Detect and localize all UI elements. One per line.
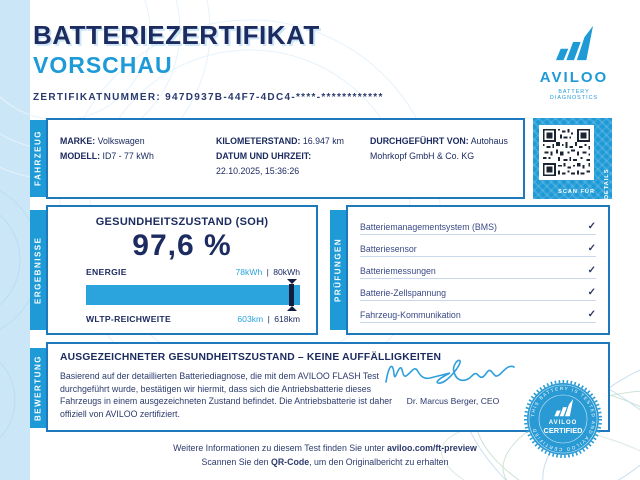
tab-bewertung: [30, 348, 46, 428]
qr-code-block: [533, 118, 612, 199]
checkmark-icon: ✓: [587, 287, 596, 298]
footer-link[interactable]: aviloo.com/ft-preview: [386, 443, 477, 453]
tab-pruefungen: [330, 210, 346, 330]
value-separator: |: [267, 314, 270, 324]
modell-label: MODELL:: [60, 151, 101, 161]
marke-label: MARKE:: [60, 136, 96, 146]
aviloo-logo: [534, 24, 614, 101]
footer-line-2: [70, 455, 580, 469]
marker-triangle-up-icon: [287, 306, 297, 311]
soh-meter: [86, 267, 300, 324]
tab-fahrzeug: [30, 120, 46, 197]
footer-scan-suffix: , um den Originalbericht zu erhalten: [309, 457, 449, 467]
header: [33, 22, 320, 77]
check-label: Batteriemanagementsystem (BMS): [360, 222, 497, 232]
aviloo-certified-badge: [522, 378, 604, 460]
soh-marker-group: [287, 279, 297, 311]
vehicle-info-panel: [46, 118, 525, 199]
check-row: [360, 257, 596, 279]
marke-row: [60, 134, 210, 149]
checkmark-icon: ✓: [587, 265, 596, 276]
modell-value: ID7 - 77 kWh: [102, 151, 154, 161]
badge-ring-text: THIS BATTERY IS TESTED AND AVILOO CERTIFIED: [530, 385, 597, 453]
marke-value: Volkswagen: [97, 136, 145, 146]
tab-fahrzeug-label: FAHRZEUG: [33, 130, 43, 187]
soh-title: GESUNDHEITSZUSTAND (SOH): [95, 216, 269, 228]
checkmark-icon: ✓: [587, 221, 596, 232]
check-label: Batteriemessungen: [360, 266, 436, 276]
tab-pruefungen-label: PRÜFUNGEN: [333, 237, 343, 303]
wltp-values: [237, 314, 300, 324]
datum-value-row: [216, 164, 366, 179]
certificate-number-value: 947D937B-44F7-4DC4-****-************: [165, 92, 384, 103]
footer: [70, 441, 580, 469]
value-separator: |: [266, 267, 269, 277]
check-label: Batteriesensor: [360, 244, 417, 254]
soh-marker: [289, 284, 294, 306]
check-label: Batterie-Zellspannung: [360, 288, 447, 298]
qr-scan-text: SCAN FÜR: [558, 189, 595, 195]
vehicle-col-3: [370, 134, 515, 164]
badge-brand: AVILOO: [548, 420, 578, 426]
check-row: [360, 213, 596, 235]
certificate-number-label: ZERTIFIKATNUMMER:: [33, 92, 162, 103]
tab-ergebnisse: [30, 210, 46, 330]
kilometerstand-label: KILOMETERSTAND:: [216, 136, 301, 146]
wltp-total: 618km: [274, 314, 300, 324]
energie-row: [86, 267, 300, 277]
signature-title: Dr. Marcus Berger, CEO: [406, 396, 500, 406]
energie-total: 80kWh: [273, 267, 300, 277]
aviloo-wordmark: AVILOO: [539, 69, 609, 86]
durchgefuehrt-label: DURCHGEFÜHRT VON:: [370, 136, 469, 146]
durchgefuehrt-value: Autohaus Mohrkopf GmbH & Co. KG: [370, 136, 508, 161]
check-row: [360, 301, 596, 323]
energie-label: ENERGIE: [86, 267, 127, 277]
checklist: [360, 213, 596, 323]
signature: [378, 352, 528, 392]
checkmark-icon: ✓: [587, 309, 596, 320]
check-row: [360, 279, 596, 301]
soh-bar: [86, 279, 300, 311]
energie-current: 78kWh: [235, 267, 263, 277]
soh-results-panel: [46, 205, 318, 335]
page-title: BATTERIEZERTIFIKAT: [33, 20, 320, 50]
tab-bewertung-label: BEWERTUNG: [33, 355, 43, 421]
wltp-row: [86, 314, 300, 324]
soh-bar-fill: [86, 285, 300, 305]
footer-scan-prefix: Scannen Sie den: [201, 457, 271, 467]
check-row: [360, 235, 596, 257]
vehicle-col-2: [216, 134, 366, 179]
footer-scan-bold: QR-Code: [270, 457, 310, 467]
vehicle-col-1: [60, 134, 210, 164]
qr-code-icon: [539, 125, 594, 180]
qr-details-text: DETAILS: [604, 168, 610, 199]
qr-code: [539, 125, 594, 180]
modell-row: [60, 149, 210, 164]
checks-panel: [346, 205, 610, 335]
footer-info-text: Weitere Informationen zu diesem Test finden Sie unter: [173, 443, 387, 453]
datum-row: [216, 149, 366, 164]
certificate-number-line: [33, 92, 384, 103]
wltp-label: WLTP-REICHWEITE: [86, 314, 172, 324]
energie-values: [235, 267, 300, 277]
footer-line-1: [70, 441, 580, 455]
badge-label: CERTIFIED: [543, 426, 583, 435]
evaluation-heading: AUSGEZEICHNETER GESUNDHEITSZUSTAND – KEINE AUFFÄLLIGKEITEN: [60, 352, 442, 363]
aviloo-tagline: BATTERY DIAGNOSTICS: [549, 89, 599, 101]
datum-value: 22.10.2025, 15:36:26: [216, 166, 300, 176]
kilometerstand-row: [216, 134, 366, 149]
aviloo-triangle-icon: [552, 24, 596, 62]
datum-label: DATUM UND UHRZEIT:: [216, 151, 312, 161]
kilometerstand-value: 16.947 km: [302, 136, 344, 146]
soh-value: 97,6 %: [132, 229, 232, 262]
wltp-current: 603km: [237, 314, 264, 324]
checkmark-icon: ✓: [587, 243, 596, 254]
check-label: Fahrzeug-Kommunikation: [360, 310, 461, 320]
page-subtitle: VORSCHAU: [33, 52, 173, 78]
left-decor-strip: [0, 0, 30, 480]
durchgefuehrt-row: [370, 134, 515, 164]
evaluation-body: Basierend auf der detaillierten Batteriediagnose, die mit dem AVILOO FLASH Test durchgeführt wurde, bestätigen wir hiermit, dass sich die Antriebsbatterie dieses Fahrzeugs in einem ausgezeichneten Zustand befindet. Die Antriebsbatterie ist daher offiziell von AVILOO zertifiziert.: [60, 371, 393, 419]
tab-ergebnisse-label: ERGEBNISSE: [33, 236, 43, 304]
